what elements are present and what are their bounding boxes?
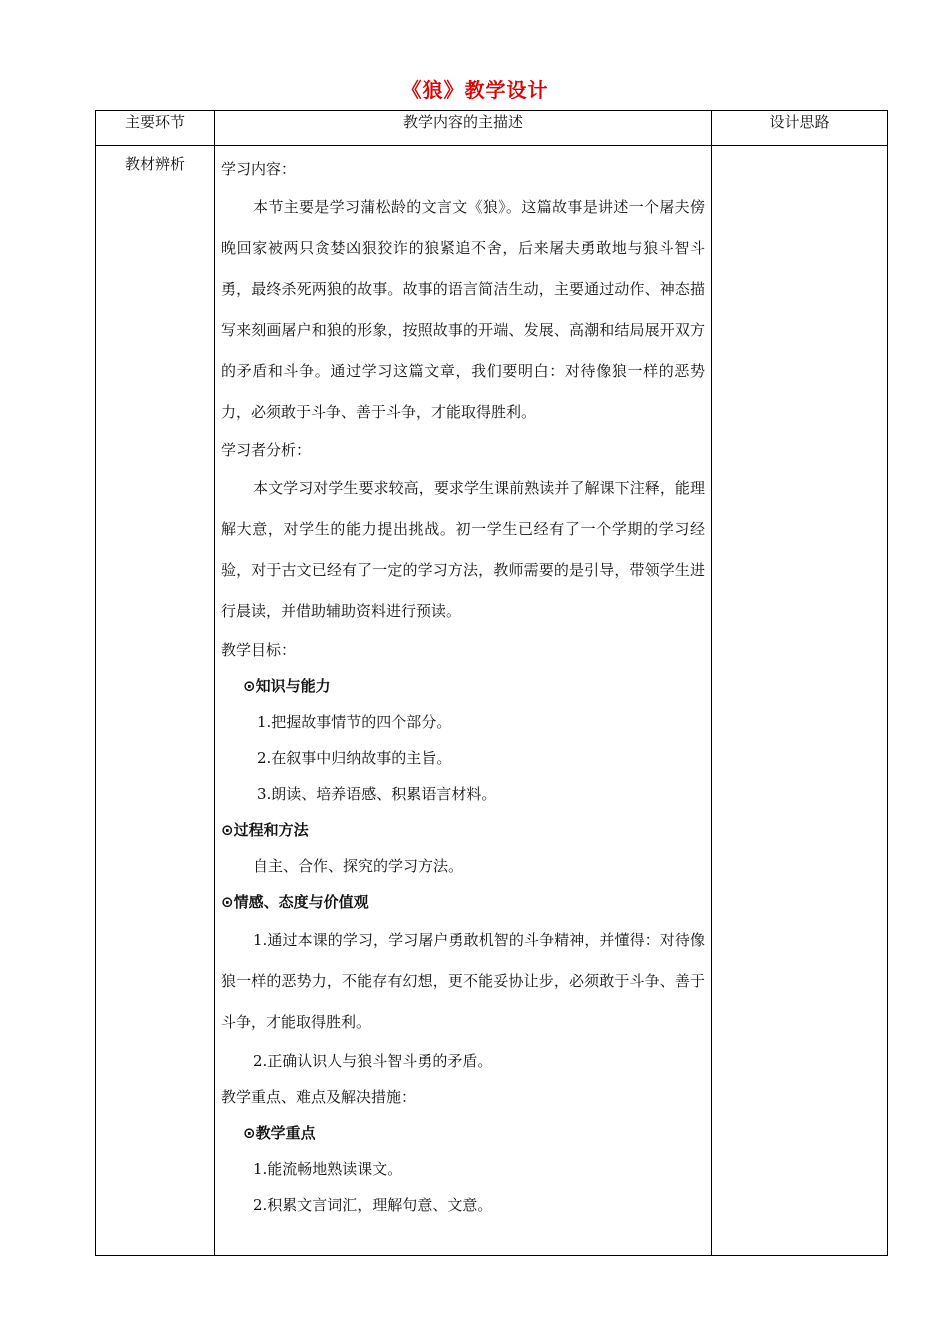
learning-content-label: 学习内容： <box>221 160 297 178</box>
header-design-idea: 设计思路 <box>712 111 888 146</box>
goal-emotion-heading: ⊙情感、态度与价值观 <box>221 893 369 911</box>
key-point-item: 1.能流畅地熟读课文。 <box>253 1160 403 1178</box>
goal-knowledge-item: 2.在叙事中归纳故事的主旨。 <box>257 749 452 767</box>
goal-emotion-item: 2.正确认识人与狼斗智斗勇的矛盾。 <box>253 1052 493 1070</box>
goal-knowledge-heading: ⊙知识与能力 <box>243 677 331 695</box>
content-cell <box>215 146 712 1256</box>
key-points-label: 教学重点、难点及解决措施： <box>221 1088 417 1106</box>
design-idea-cell <box>712 146 888 1256</box>
goal-process-heading: ⊙过程和方法 <box>221 821 309 839</box>
lesson-plan-table <box>95 110 888 1256</box>
goal-process-text: 自主、合作、探究的学习方法。 <box>253 857 464 875</box>
table-row <box>96 146 888 1256</box>
key-points-heading: ⊙教学重点 <box>243 1124 316 1142</box>
goal-emotion-item: 1.通过本课的学习，学习屠户勇敢机智的斗争精神，并懂得：对待像狼一样的恶势力，不能存有幻想，更不能妥协让步，必须敢于斗争、善于斗争，才能取得胜利。 <box>221 931 705 1031</box>
header-content-description: 教学内容的主描述 <box>215 111 712 146</box>
learning-content-text: 本节主要是学习蒲松龄的文言文《狼》。这篇故事是讲述一个屠夫傍晚回家被两只贪婪凶狠狡诈的狼紧追不舍，后来屠夫勇敢地与狼斗智斗勇，最终杀死两狼的故事。故事的语言简洁生动，主要通过动作、神态描写来刻画屠户和狼的形象，按照故事的开端、发展、高潮和结局展开双方的矛盾和斗争。通过学习这篇文章，我们要明白：对待像狼一样的恶势力，必须敢于斗争、善于斗争，才能取得胜利。 <box>221 198 705 421</box>
key-point-item: 2.积累文言词汇，理解句意、文意。 <box>253 1196 493 1214</box>
document-title: 《狼》教学设计 <box>401 78 549 102</box>
header-main-stage: 主要环节 <box>96 111 215 146</box>
goal-knowledge-item: 3.朗读、培养语感、积累语言材料。 <box>257 785 497 803</box>
learner-analysis-label: 学习者分析： <box>221 441 312 459</box>
table-header-row <box>96 111 888 146</box>
learner-analysis-text: 本文学习对学生要求较高，要求学生课前熟读并了解课下注释，能理解大意，对学生的能力提出挑战。初一学生已经有了一个学期的学习经验，对于古文已经有了一定的学习方法，教师需要的是引导，带领学生进行晨读，并借助辅助资料进行预读。 <box>221 479 705 620</box>
goal-knowledge-item: 1.把握故事情节的四个部分。 <box>257 713 452 731</box>
teaching-goals-label: 教学目标： <box>221 641 297 659</box>
section-name-cell: 教材辨析 <box>96 146 215 1256</box>
